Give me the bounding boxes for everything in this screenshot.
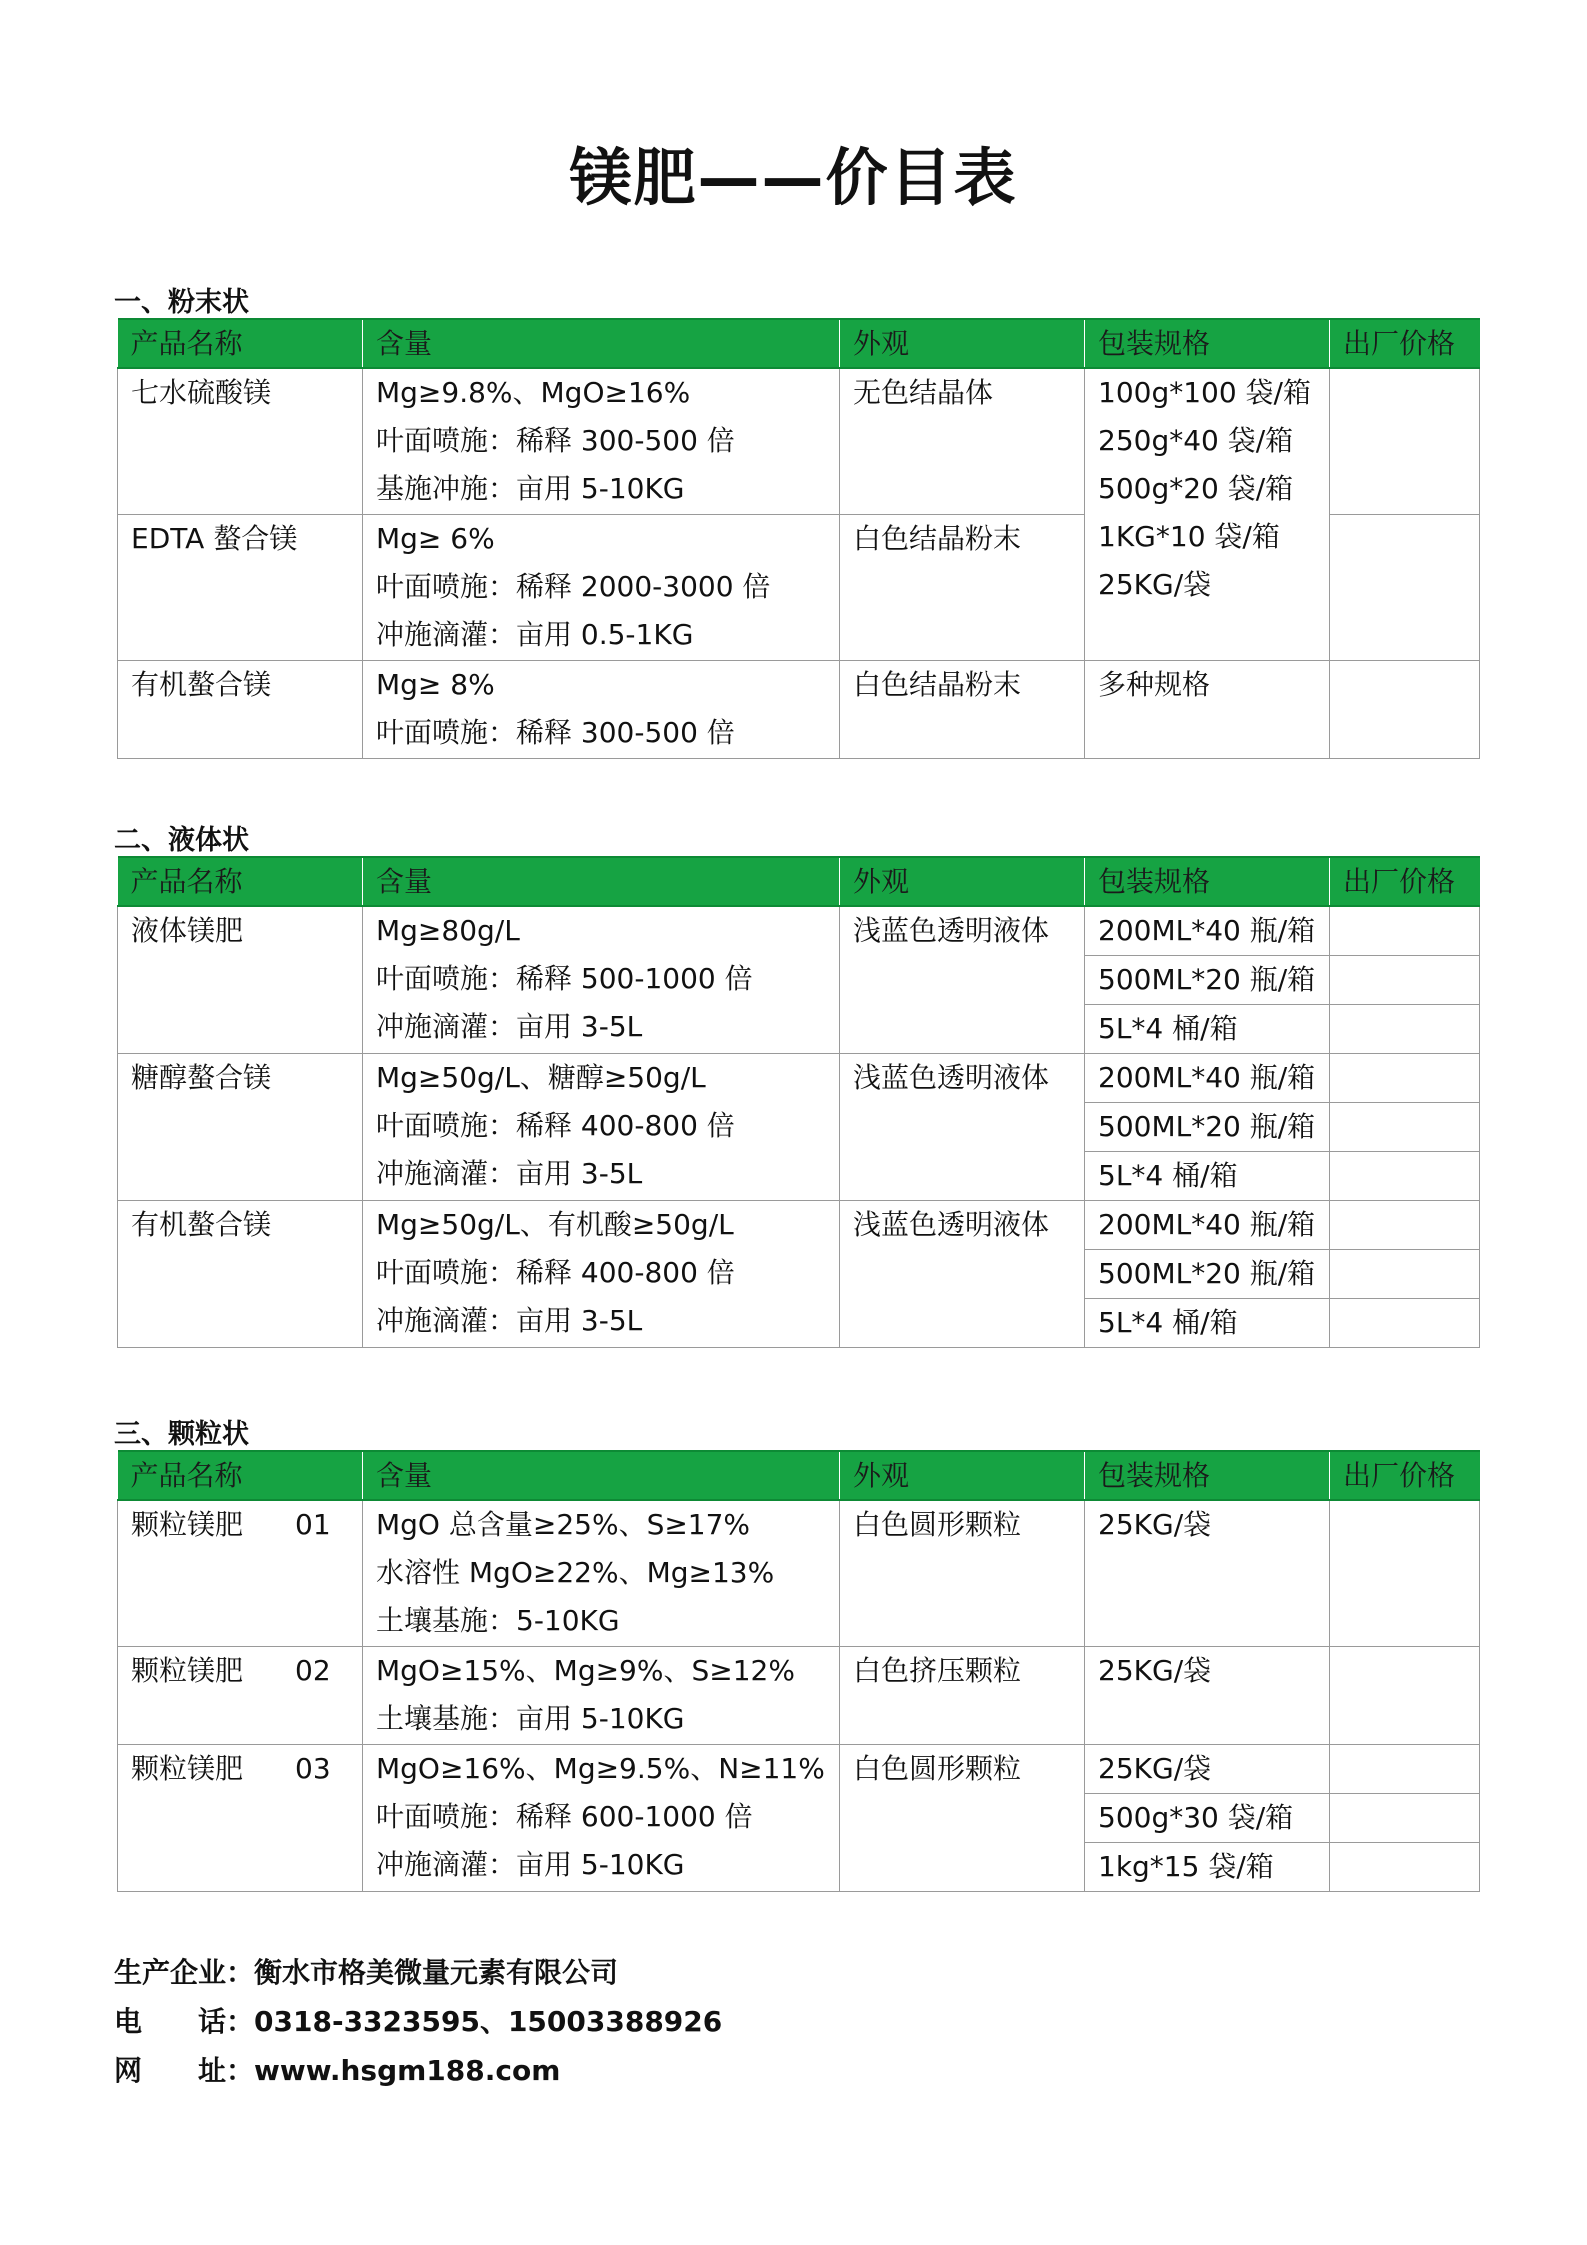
content-line: Mg≥ 6%: [376, 521, 495, 555]
column-header: 含量: [363, 857, 840, 906]
product-appearance: 白色圆形颗粒: [840, 1500, 1085, 1646]
product-content: [363, 1500, 840, 1646]
footer-company-label: 生产企业：: [114, 1956, 255, 1989]
column-header: 产品名称: [118, 857, 363, 906]
column-header: 外观: [840, 857, 1085, 906]
content-line: 叶面喷施：稀释 300-500 倍: [376, 715, 735, 749]
price-cell: [1330, 1152, 1480, 1201]
column-header: 产品名称: [118, 1451, 363, 1500]
footer-phone-label: 电 话：: [114, 2005, 255, 2038]
product-appearance: 浅蓝色透明液体: [840, 906, 1085, 1054]
content-line: Mg≥50g/L、糖醇≥50g/L: [376, 1061, 706, 1094]
price-cell: [1330, 660, 1480, 758]
footer-company-value: 衡水市格美微量元素有限公司: [254, 1956, 619, 1989]
content-line: Mg≥50g/L、有机酸≥50g/L: [376, 1208, 734, 1241]
product-name-cell: [118, 1500, 363, 1646]
table-header-row: [118, 857, 1480, 906]
section-heading-powder: 一、粉末状: [114, 287, 249, 318]
footer-phone-value: 0318-3323595、15003388926: [254, 2005, 723, 2038]
product-name: 颗粒镁肥: [131, 1751, 244, 1785]
price-table-liquid: [117, 856, 1480, 1348]
page-title: 镁肥——价目表: [569, 141, 1018, 214]
table-row: [118, 660, 1480, 758]
table-header-row: [118, 319, 1480, 368]
content-line: 冲施滴灌：亩用 0.5-1KG: [376, 617, 694, 651]
content-line: 土壤基施：亩用 5-10KG: [376, 1701, 685, 1735]
column-header: 包装规格: [1085, 319, 1330, 368]
product-appearance: 白色圆形颗粒: [840, 1744, 1085, 1891]
packaging-line: 1KG*10 袋/箱: [1098, 520, 1280, 553]
product-appearance: 白色挤压颗粒: [840, 1646, 1085, 1744]
product-packaging: 5L*4 桶/箱: [1085, 1299, 1330, 1348]
product-name: 颗粒镁肥: [131, 1508, 244, 1541]
product-name: 颗粒镁肥: [131, 1653, 244, 1687]
content-line: 叶面喷施：稀释 400-800 倍: [376, 1109, 735, 1142]
product-content: [363, 514, 840, 660]
column-header: 含量: [363, 1451, 840, 1500]
content-line: 叶面喷施：稀释 300-500 倍: [376, 424, 735, 457]
price-cell: [1330, 1005, 1480, 1054]
product-number: 02: [295, 1653, 331, 1687]
product-content: [363, 1646, 840, 1744]
price-cell: [1330, 1842, 1480, 1891]
product-name: 液体镁肥: [118, 906, 363, 1054]
price-cell: [1330, 1793, 1480, 1842]
content-line: 土壤基施：5-10KG: [376, 1604, 620, 1637]
product-packaging: 500ML*20 瓶/箱: [1085, 1250, 1330, 1299]
table-row: [118, 1201, 1480, 1250]
table-row: [118, 368, 1480, 514]
footer-web-label: 网 址：: [114, 2054, 255, 2087]
product-number: 01: [295, 1508, 331, 1541]
product-packaging: 25KG/袋: [1085, 1500, 1330, 1646]
price-cell: [1330, 1500, 1480, 1646]
column-header: 出厂价格: [1330, 857, 1480, 906]
content-line: 冲施滴灌：亩用 3-5L: [376, 1010, 643, 1043]
product-packaging: 5L*4 桶/箱: [1085, 1005, 1330, 1054]
product-packaging: 500ML*20 瓶/箱: [1085, 1103, 1330, 1152]
product-packaging: 25KG/袋: [1085, 1646, 1330, 1744]
product-name: 有机螯合镁: [118, 1201, 363, 1348]
price-cell: [1330, 368, 1480, 514]
table-header-row: [118, 1451, 1480, 1500]
column-header: 包装规格: [1085, 1451, 1330, 1500]
product-packaging: 500ML*20 瓶/箱: [1085, 956, 1330, 1005]
product-appearance: 无色结晶体: [840, 368, 1085, 514]
footer-web-value[interactable]: www.hsgm188.com: [254, 2054, 561, 2087]
packaging-line: 25KG/袋: [1098, 568, 1212, 601]
price-cell: [1330, 1201, 1480, 1250]
product-content: [363, 660, 840, 758]
section-heading-granule: 三、颗粒状: [114, 1419, 249, 1450]
content-line: Mg≥ 8%: [376, 667, 495, 701]
product-packaging: 500g*30 袋/箱: [1085, 1793, 1330, 1842]
footer-phone: [114, 2000, 722, 2040]
packaging-line: 250g*40 袋/箱: [1098, 424, 1294, 457]
content-line: 基施冲施：亩用 5-10KG: [376, 472, 685, 505]
shared-packaging: [1085, 368, 1330, 660]
product-name: 有机螯合镁: [118, 660, 363, 758]
column-header: 包装规格: [1085, 857, 1330, 906]
column-header: 外观: [840, 319, 1085, 368]
content-line: 叶面喷施：稀释 500-1000 倍: [376, 962, 753, 995]
product-packaging: 1kg*15 袋/箱: [1085, 1842, 1330, 1891]
product-content: [363, 1054, 840, 1201]
table-row: [118, 1744, 1480, 1793]
product-packaging: 多种规格: [1085, 660, 1330, 758]
product-name: 七水硫酸镁: [118, 368, 363, 514]
content-line: 冲施滴灌：亩用 3-5L: [376, 1304, 643, 1337]
product-packaging: 25KG/袋: [1085, 1744, 1330, 1793]
price-cell: [1330, 1054, 1480, 1103]
content-line: 叶面喷施：稀释 2000-3000 倍: [376, 569, 771, 603]
price-cell: [1330, 1744, 1480, 1793]
content-line: MgO≥16%、Mg≥9.5%、N≥11%: [376, 1751, 825, 1785]
price-cell: [1330, 956, 1480, 1005]
product-content: [363, 1201, 840, 1348]
product-content: [363, 368, 840, 514]
price-table-granule: [117, 1450, 1480, 1892]
product-name-cell: [118, 1646, 363, 1744]
product-appearance: 浅蓝色透明液体: [840, 1201, 1085, 1348]
product-appearance: 白色结晶粉末: [840, 514, 1085, 660]
content-line: MgO≥15%、Mg≥9%、S≥12%: [376, 1653, 795, 1687]
column-header: 出厂价格: [1330, 1451, 1480, 1500]
price-cell: [1330, 514, 1480, 660]
product-content: [363, 906, 840, 1054]
content-line: Mg≥9.8%、MgO≥16%: [376, 376, 691, 409]
product-packaging: 200ML*40 瓶/箱: [1085, 906, 1330, 956]
packaging-line: 500g*20 袋/箱: [1098, 472, 1294, 505]
column-header: 含量: [363, 319, 840, 368]
packaging-line: 100g*100 袋/箱: [1098, 376, 1311, 409]
product-packaging: 200ML*40 瓶/箱: [1085, 1201, 1330, 1250]
content-line: 冲施滴灌：亩用 3-5L: [376, 1157, 643, 1190]
table-row: [118, 1646, 1480, 1744]
price-cell: [1330, 1250, 1480, 1299]
price-cell: [1330, 906, 1480, 956]
column-header: 产品名称: [118, 319, 363, 368]
price-cell: [1330, 1103, 1480, 1152]
content-line: 冲施滴灌：亩用 5-10KG: [376, 1847, 685, 1881]
product-appearance: 白色结晶粉末: [840, 660, 1085, 758]
table-row: [118, 1500, 1480, 1646]
footer-web: [114, 2049, 560, 2089]
product-number: 03: [295, 1751, 331, 1785]
price-cell: [1330, 1646, 1480, 1744]
table-row: [118, 1054, 1480, 1103]
content-line: MgO 总含量≥25%、S≥17%: [376, 1508, 751, 1541]
content-line: 叶面喷施：稀释 600-1000 倍: [376, 1799, 753, 1833]
product-appearance: 浅蓝色透明液体: [840, 1054, 1085, 1201]
product-packaging: 5L*4 桶/箱: [1085, 1152, 1330, 1201]
product-name: EDTA 螯合镁: [118, 514, 363, 660]
table-row: [118, 906, 1480, 956]
content-line: 水溶性 MgO≥22%、Mg≥13%: [376, 1556, 775, 1589]
product-content: [363, 1744, 840, 1891]
footer-company: [114, 1951, 618, 1991]
price-cell: [1330, 1299, 1480, 1348]
product-packaging: 200ML*40 瓶/箱: [1085, 1054, 1330, 1103]
column-header: 出厂价格: [1330, 319, 1480, 368]
content-line: Mg≥80g/L: [376, 914, 520, 947]
content-line: 叶面喷施：稀释 400-800 倍: [376, 1256, 735, 1289]
section-heading-liquid: 二、液体状: [114, 825, 249, 856]
column-header: 外观: [840, 1451, 1085, 1500]
product-name-cell: [118, 1744, 363, 1891]
price-table-powder: [117, 318, 1480, 759]
product-name: 糖醇螯合镁: [118, 1054, 363, 1201]
